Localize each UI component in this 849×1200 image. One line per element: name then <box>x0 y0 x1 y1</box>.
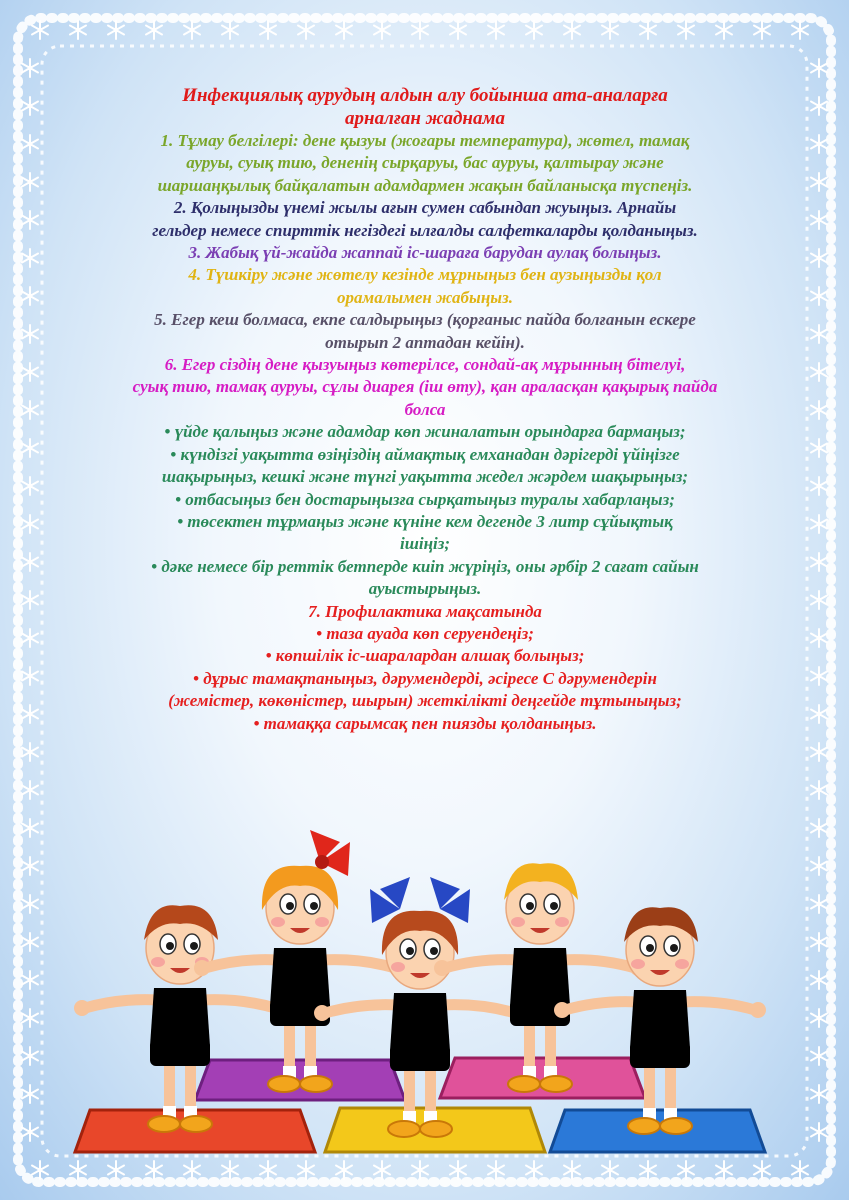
bullet-vitamins <box>60 668 790 713</box>
snowflake-icon <box>22 591 38 609</box>
bullet-line: ішіңіз; <box>399 534 451 554</box>
bullet-line: • тамаққа сарымсақ пен пиязды қолданыңыз. <box>253 713 597 733</box>
snowflake-icon <box>32 21 48 39</box>
bullet-line: • күндізгі уақытта өзіңіздің аймақтық емханадан дәрігерді үйіңізге <box>170 444 680 464</box>
snowflake-icon <box>22 249 38 267</box>
snowflake-icon <box>22 477 38 495</box>
item-5-line: 5. Егер кеш болмаса, екпе салдырыңыз (қорғаныс пайда болғанын ескере <box>154 310 696 330</box>
bullet-stay-home <box>60 421 790 443</box>
snowflake-icon <box>22 363 38 381</box>
item-7-prevention-heading <box>60 601 790 623</box>
snowflake-icon <box>222 21 238 39</box>
item-4-line: орамалымен жабыңыз. <box>337 287 513 307</box>
title-line-2: арналған жаднама <box>345 108 505 129</box>
bullet-avoid-events <box>60 645 790 667</box>
snowflake-icon <box>811 591 827 609</box>
snowflake-icon <box>811 287 827 305</box>
bullet-garlic-onion <box>60 713 790 735</box>
snowflake-icon <box>22 59 38 77</box>
snowflake-icon <box>22 819 38 837</box>
snowflake-icon <box>811 515 827 533</box>
children-exercising-illustration <box>60 780 780 1180</box>
snowflake-icon <box>811 895 827 913</box>
snowflake-icon <box>22 1123 38 1141</box>
item-2-line: 2. Қолыңызды үнемі жылы ағын сумен сабындап жуыңыз. Арнайы <box>173 198 677 218</box>
bullet-line: ауыстырыңыз. <box>368 579 482 599</box>
item-7-line: 7. Профилактика мақсатында <box>308 601 542 621</box>
snowflake-icon <box>22 743 38 761</box>
item-1-line: шаршаңқылық байқалатын адамдармен жақын байланысқа түспеңіз. <box>157 175 693 195</box>
bullet-line: • көпшілік іс-шаралардан алшақ болыңыз; <box>265 646 585 666</box>
child-blue-shirt-bow <box>194 830 406 1092</box>
snowflake-icon <box>22 515 38 533</box>
snowflake-icon <box>811 401 827 419</box>
snowflake-icon <box>22 933 38 951</box>
snowflake-icon <box>22 1047 38 1065</box>
item-6-if-fever <box>60 354 790 421</box>
snowflake-icon <box>811 629 827 647</box>
snowflake-icon <box>22 1085 38 1103</box>
snowflake-icon <box>22 173 38 191</box>
snowflake-icon <box>811 971 827 989</box>
snowflake-icon <box>22 287 38 305</box>
snowflake-icon <box>22 97 38 115</box>
snowflake-icon <box>811 363 827 381</box>
snowflake-icon <box>811 553 827 571</box>
bullet-fresh-air <box>60 623 790 645</box>
snowflake-icon <box>70 21 86 39</box>
snowflake-icon <box>811 439 827 457</box>
bullet-inform-family <box>60 489 790 511</box>
item-2-line: гельдер немесе спирттік негіздегі ылғалды салфеткаларды қолданыңыз. <box>152 220 698 240</box>
snowflake-icon <box>108 21 124 39</box>
item-6-line: болса <box>404 399 446 419</box>
bullet-line: • отбасыңыз бен достарыңызға сырқатыңыз туралы хабарлаңыз; <box>175 489 675 509</box>
snowflake-icon <box>792 1161 808 1179</box>
memo-content <box>60 84 790 735</box>
snowflake-icon <box>811 211 827 229</box>
snowflake-icon <box>488 21 504 39</box>
snowflake-icon <box>22 781 38 799</box>
snowflake-icon <box>811 135 827 153</box>
snowflake-icon <box>32 1161 48 1179</box>
snowflake-icon <box>374 21 390 39</box>
snowflake-icon <box>811 933 827 951</box>
snowflake-icon <box>564 21 580 39</box>
bullet-line: шақырыңыз, кешкі және түнгі уақытта жедел жәрдем шақырыңыз; <box>161 467 689 487</box>
item-4-cover-mouth <box>60 264 790 309</box>
item-1-line: ауруы, суық тию, дененің сырқаруы, бас ауруы, қалтырау және <box>186 153 664 173</box>
rugs <box>75 1058 765 1152</box>
snowflake-icon <box>811 667 827 685</box>
item-4-line: 4. Түшкіру және жөтелу кезінде мұрныңыз бен аузыңызды қол <box>188 265 662 285</box>
snowflake-icon <box>811 705 827 723</box>
snowflake-icon <box>792 21 808 39</box>
item-1-line: 1. Тұмау белгілері: дене қызуы (жоғары температура), жөтел, тамақ <box>160 131 690 150</box>
snowflake-icon <box>146 21 162 39</box>
bullet-line: • таза ауада көп серуендеңіз; <box>316 623 534 643</box>
bullet-line: • дәке немесе бір реттік бетперде киіп жүріңіз, оны әрбір 2 сағат сайын <box>151 556 699 576</box>
snowflake-icon <box>336 21 352 39</box>
bullet-call-doctor <box>60 444 790 489</box>
snowflake-icon <box>22 857 38 875</box>
snowflake-icon <box>811 819 827 837</box>
snowflake-icon <box>811 1009 827 1027</box>
item-6-line: суық тию, тамақ ауруы, сұлы диарея (іш өту), қан араласқан қақырық пайда <box>132 377 718 397</box>
snowflake-icon <box>640 21 656 39</box>
snowflake-icon <box>22 667 38 685</box>
snowflake-icon <box>412 21 428 39</box>
snowflake-icon <box>526 21 542 39</box>
snowflake-icon <box>22 1009 38 1027</box>
snowflake-icon <box>22 439 38 457</box>
snowflake-icon <box>811 97 827 115</box>
snowflake-icon <box>450 21 466 39</box>
snowflake-icon <box>811 325 827 343</box>
bullet-bed-rest <box>60 511 790 556</box>
snowflake-icon <box>811 173 827 191</box>
snowflake-icon <box>22 211 38 229</box>
snowflake-icon <box>811 1047 827 1065</box>
title-line-1: Инфекциялық аурудың алдын алу бойынша ата-аналарға <box>182 85 668 106</box>
bullet-line: (жемістер, көкөністер, шырын) жеткілікті деңгейде тұтыныңыз; <box>168 691 682 711</box>
bullet-line: • төсектен тұрмаңыз және күніне кем дегенде 3 литр сұйықтық <box>177 511 673 531</box>
snowflake-icon <box>22 971 38 989</box>
snowflake-icon <box>22 325 38 343</box>
snowflake-icon <box>22 401 38 419</box>
snowflake-icon <box>811 857 827 875</box>
bullet-wear-mask <box>60 556 790 601</box>
item-5-vaccination <box>60 309 790 354</box>
snowflake-icon <box>811 781 827 799</box>
item-6-line: 6. Егер сіздің дене қызуыңыз көтерілсе, сондай-ақ мұрынның бітелуі, <box>164 355 686 375</box>
item-5-line: отырып 2 аптадан кейін). <box>325 332 525 352</box>
snowflake-icon <box>811 59 827 77</box>
snowflake-icon <box>260 21 276 39</box>
bullet-line: • дұрыс тамақтаныңыз, дәрумендерді, әсіресе С дәрумендерін <box>193 668 657 688</box>
memo-title <box>60 84 790 130</box>
snowflake-icon <box>184 21 200 39</box>
bullet-line: • үйде қалыңыз және адамдар көп жиналатын орындарға бармаңыз; <box>164 422 686 442</box>
snowflake-icon <box>811 477 827 495</box>
snowflake-icon <box>298 21 314 39</box>
snowflake-icon <box>602 21 618 39</box>
snowflake-icon <box>754 21 770 39</box>
snowflake-icon <box>22 895 38 913</box>
snowflake-icon <box>811 249 827 267</box>
snowflake-icon <box>811 743 827 761</box>
snowflake-icon <box>22 553 38 571</box>
snowflake-icon <box>22 629 38 647</box>
item-1-influenza-signs <box>60 130 790 197</box>
snowflake-icon <box>22 705 38 723</box>
child-red-shirt <box>554 907 766 1134</box>
item-3-avoid-crowds <box>60 242 790 264</box>
item-3-line: 3. Жабық үй-жайда жаппай іс-шараға барудан аулақ болыңыз. <box>188 243 662 263</box>
snowflake-icon <box>716 21 732 39</box>
snowflake-icon <box>678 21 694 39</box>
snowflake-icon <box>22 135 38 153</box>
snowflake-icon <box>811 1085 827 1103</box>
item-2-wash-hands <box>60 197 790 242</box>
snowflake-icon <box>811 1123 827 1141</box>
